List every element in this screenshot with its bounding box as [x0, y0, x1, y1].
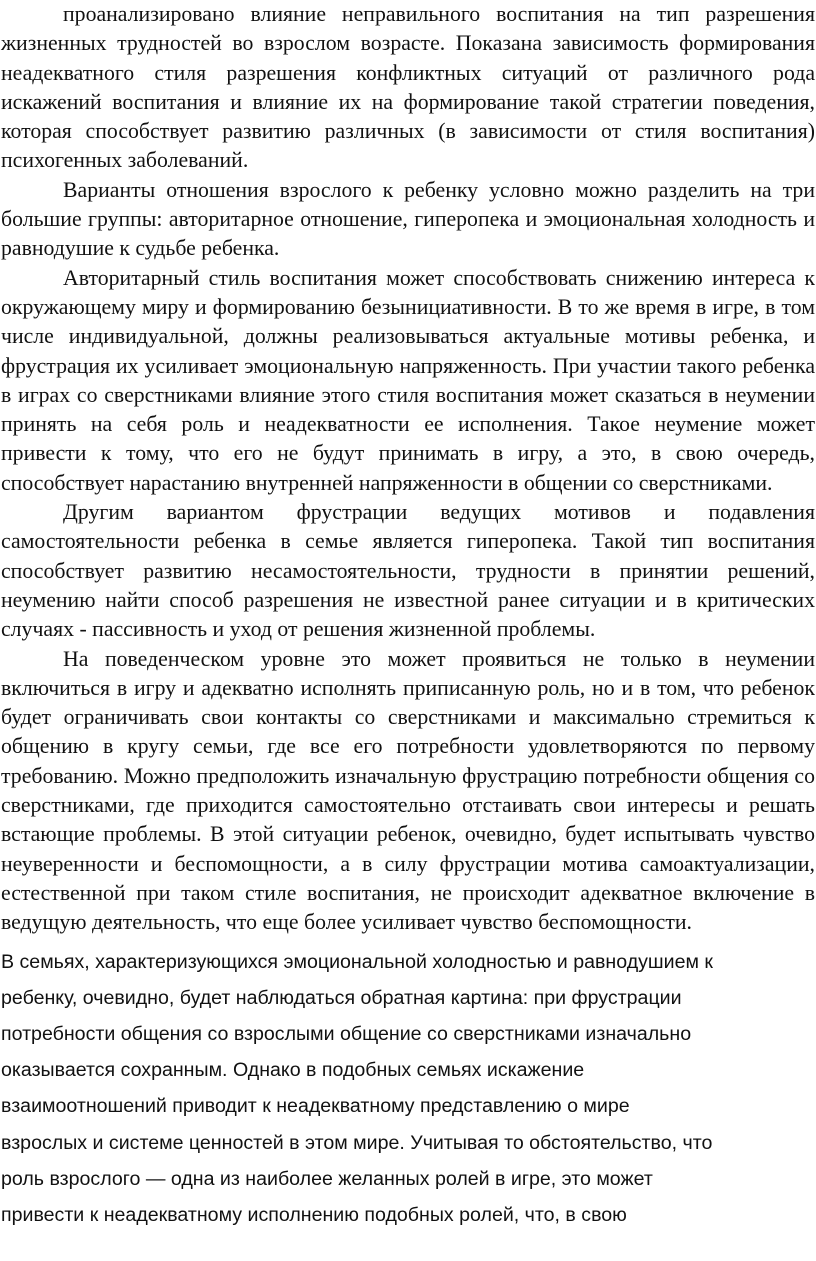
- sans-line: взрослых и системе ценностей в этом мире. Учитывая то обстоятельство, что: [1, 1131, 713, 1154]
- sans-line: роль взрослого — одна из наиболее желанных ролей в игре, это может: [1, 1167, 653, 1190]
- sans-line: ребенку, очевидно, будет наблюдаться обратная картина: при фрустрации: [1, 986, 682, 1009]
- paragraph-behavioral-level: На поведенческом уровне это может проявиться не только в неумении включиться в игру и адекватно исполнять приписанную роль, но и в том, что ребенок будет ограничивать свои контакты со сверстниками и максимально стремиться к общению в кругу семьи, где все его потребности удовлетворяются по первому требованию. Можно предположить изначальную фрустрацию потребности общения со сверстниками, где приходится самостоятельно отстаивать свои интересы и решать встающие проблемы. В этой ситуации ребенок, очевидно, будет испытывать чувство неуверенности и беспомощности, а в силу фрустрации мотива самоактуализации, естественной при таком стиле воспитания, не происходит адекватное включение в ведущую деятельность, что еще более усиливает чувство беспомощности.: [1, 646, 815, 935]
- sans-line: В семьях, характеризующихся эмоциональной холодностью и равнодушием к: [1, 950, 713, 973]
- serif-body-text: [1, 0, 815, 938]
- sans-line: взаимоотношений приводит к неадекватному представлению о мире: [1, 1095, 630, 1118]
- paragraph-overprotection: Другим вариантом фрустрации ведущих мотивов и подавления самостоятельности ребенка в семье является гиперопека. Такой тип воспитания способствует развитию несамостоятельности, трудности в принятии решений, неумению найти способ разрешения не известной ранее ситуации и в критических случаях - пассивность и уход от решения жизненной проблемы.: [1, 500, 815, 642]
- paragraph-continuation: проанализировано влияние неправильного воспитания на тип разрешения жизненных трудностей во взрослом возрасте. Показана зависимость формирования неадекватного стиля разрешения конфликтных ситуаций от различного рода искажений воспитания и влияние их на формирование такой стратегии поведения, которая способствует развитию различных (в зависимости от стиля воспитания) психогенных заболеваний.: [1, 2, 815, 173]
- sans-line: потребности общения со взрослыми общение со сверстниками изначально: [1, 1022, 692, 1045]
- paragraph-authoritarian-style: Авторитарный стиль воспитания может способствовать снижению интереса к окружающему миру и формированию безынициативности. В то же время в игре, в том числе индивидуальной, должны реализовываться актуальные мотивы ребенка, и фрустрация их усиливает эмоциональную напряженность. При участии такого ребенка в играх со сверстниками влияние этого стиля воспитания может сказаться в неумении принять на себя роль и неадекватности ее исполнения. Такое неумение может привести к тому, что его не будут принимать в игру, а это, в свою очередь, способствует нарастанию внутренней напряженности в общении со сверстниками.: [1, 265, 815, 495]
- sans-body-text: [1, 938, 815, 1234]
- paragraph-parenting-variants: Варианты отношения взрослого к ребенку условно можно разделить на три большие группы: авторитарное отношение, гиперопека и эмоциональная холодность и равнодушие к судьбе ребенка.: [1, 177, 815, 261]
- sans-line: оказывается сохранным. Однако в подобных семьях искажение: [1, 1059, 585, 1082]
- sans-line: привести к неадекватному исполнению подобных ролей, что, в свою: [1, 1203, 627, 1226]
